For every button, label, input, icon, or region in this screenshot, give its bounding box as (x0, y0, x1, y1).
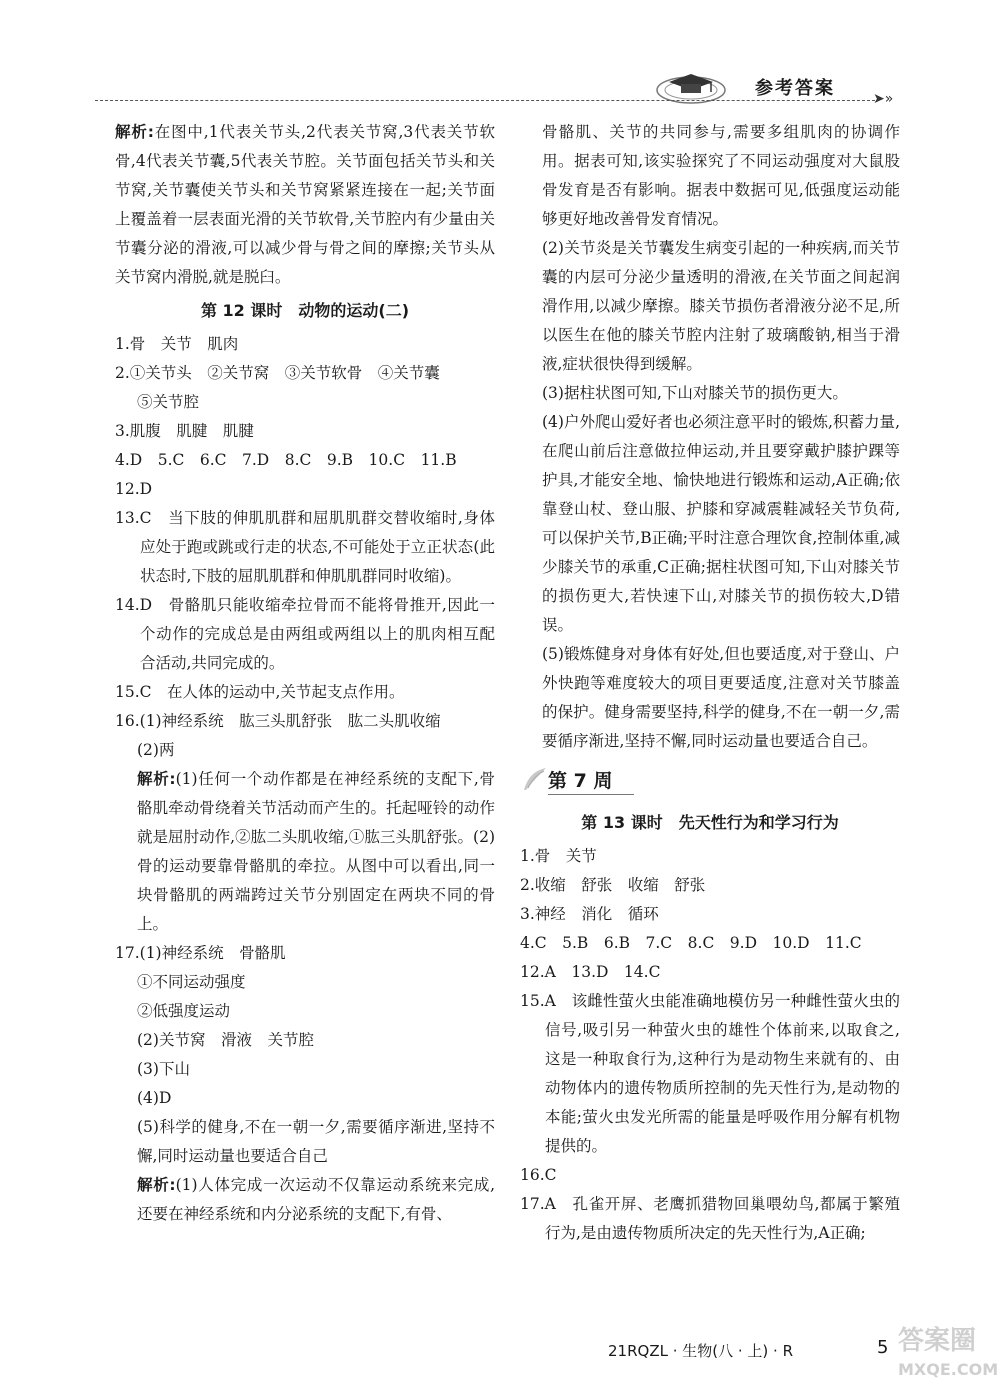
week-title: 第 7 周 (548, 770, 613, 792)
answer-line: 16.(1)神经系统 肱三头肌舒张 肱二头肌收缩 (115, 712, 441, 730)
answer-line: ①不同运动强度 (137, 973, 246, 991)
answer-line: (2)两 (137, 741, 175, 759)
answer-line: 3.神经 消化 循环 (520, 905, 659, 923)
answer-line: (5)锻炼健身对身体有好处,但也要适度,对于登山、户外快跑等难度较大的项目更要适度,注意对关节膝盖的保护。健身需要坚持,科学的健身,不在一朝一夕,需要循序渐进,坚持不懈,同时运动量也要适合自己。 (542, 645, 900, 750)
analysis-paragraph (115, 1171, 495, 1229)
lesson-heading: 第 13 课时 先天性行为和学习行为 (581, 813, 839, 832)
answer-line: 12.A 13.D 14.C (520, 963, 661, 981)
answer-line: (3)下山 (137, 1060, 190, 1078)
answer-line: 1.骨 关节 肌肉 (115, 335, 239, 353)
answer-line: 14.D 骨骼肌只能收缩牵拉骨而不能将骨推开,因此一个动作的完成总是由两组或两组以上的肌肉相互配合活动,共同完成的。 (115, 596, 495, 672)
answer-line: 13.C 当下肢的伸肌肌群和屈肌肌群交替收缩时,身体应处于跑或跳或行走的状态,不可能处于立正状态(此状态时,下肢的屈肌肌群和伸肌肌群同时收缩)。 (115, 509, 495, 585)
answer-line: 3.肌腹 肌腱 肌腱 (115, 422, 254, 440)
left-column (115, 118, 495, 1229)
analysis-label: 解析: (137, 770, 176, 788)
analysis-text: 在图中,1代表关节头,2代表关节窝,3代表关节软骨,4代表关节囊,5代表关节腔。关节面包括关节头和关节窝,关节囊使关节头和关节窝紧紧连接在一起;关节面上覆盖着一层表面光滑的关节软骨,关节腔内有少量由关节囊分泌的滑液,可以减少骨与骨之间的摩擦;关节头从关节窝内滑脱,就是脱臼。 (115, 123, 495, 286)
analysis-paragraph (115, 118, 495, 292)
analysis-text: (1)任何一个动作都是在神经系统的支配下,骨骼肌牵动骨绕着关节活动而产生的。托起哑铃的动作就是屈肘动作,②肱二头肌收缩,①肱三头肌舒张。(2)骨的运动要靠骨骼肌的牵拉。从图中可以看出,同一块骨骼肌的两端跨过关节分别固定在两块不同的骨上。 (137, 770, 495, 933)
analysis-label: 解析: (115, 123, 154, 141)
answer-line: 15.A 该雌性萤火虫能准确地模仿另一种雌性萤火虫的信号,吸引另一种萤火虫的雄性个体前来,以取食之,这是一种取食行为,这种行为是动物生来就有的、由动物体内的遗传物质所控制的先天性行为,是动物的本能;萤火虫发光所需的能量是呼吸作用分解有机物提供的。 (520, 992, 900, 1155)
analysis-label: 解析: (137, 1176, 176, 1194)
right-column (520, 118, 900, 1248)
watermark (898, 1320, 998, 1392)
analysis-text: (1)人体完成一次运动不仅靠运动系统来完成,还要在神经系统和内分泌系统的支配下,有骨、 (137, 1176, 495, 1223)
analysis-paragraph (115, 765, 495, 939)
page-number: 5 (877, 1337, 889, 1358)
answer-line: (2)关节炎是关节囊发生病变引起的一种疾病,而关节囊的内层可分泌少量透明的滑液,在关节面之间起润滑作用,以减少摩擦。膝关节损伤者滑液分泌不足,所以医生在他的膝关节腔内注射了玻璃酸钠,相当于滑液,症状很快得到缓解。 (542, 239, 900, 373)
watermark-url: MXQE.COM (898, 1360, 999, 1379)
answer-line: ⑤关节腔 (137, 393, 200, 411)
answer-line: 17.A 孔雀开屏、老鹰抓猎物回巢喂幼鸟,都属于繁殖行为,是由遗传物质所决定的先天性行为,A正确; (520, 1195, 900, 1242)
answer-line: 4.C 5.B 6.B 7.C 8.C 9.D 10.D 11.C (520, 934, 862, 952)
answer-line: ②低强度运动 (137, 1002, 231, 1020)
answer-line: 16.C (520, 1166, 557, 1184)
answer-line: (5)科学的健身,不在一朝一夕,需要循序渐进,坚持不懈,同时运动量也要适合自己 (137, 1118, 495, 1165)
week-underline (548, 794, 634, 795)
answer-line: (2)关节窝 滑液 关节腔 (137, 1031, 314, 1049)
answer-line: 2.收缩 舒张 收缩 舒张 (520, 876, 706, 894)
answer-line: 骨骼肌、关节的共同参与,需要多组肌肉的协调作用。据表可知,该实验探究了不同运动强度对大鼠股骨发育是否有影响。据表中数据可见,低强度运动能够更好地改善骨发育情况。 (542, 123, 900, 228)
header-title: 参考答案 (755, 78, 835, 99)
answer-line: 4.D 5.C 6.C 7.D 8.C 9.B 10.C 11.B (115, 451, 457, 469)
answer-line: 1.骨 关节 (520, 847, 597, 865)
arrow-right-icon: ➤» (873, 91, 894, 107)
footer-code: 21RQZL · 生物(八 · 上) · R (608, 1342, 793, 1360)
week-heading (520, 758, 900, 802)
graduation-cap-icon (655, 68, 727, 104)
answer-line: 2.①关节头 ②关节窝 ③关节软骨 ④关节囊 (115, 364, 440, 382)
lesson-heading: 第 12 课时 动物的运动(二) (200, 301, 410, 320)
page-header (95, 60, 905, 110)
answer-line: (4)户外爬山爱好者也必须注意平时的锻炼,积蓄力量,在爬山前后注意做拉伸运动,并且要穿戴护膝护踝等护具,才能安全地、愉快地进行锻炼和运动,A正确;依靠登山杖、登山服、护膝和穿减震鞋减轻关节负荷,可以保护关节,B正确;平时注意合理饮食,控制体重,减少膝关节的承重,C正确;据柱状图可知,下山对膝关节的损伤更大,若快速下山,对膝关节的损伤较大,D错误。 (542, 413, 900, 634)
watermark-logo-text: 答案圈 (898, 1326, 977, 1356)
answer-line: 15.C 在人体的运动中,关节起支点作用。 (115, 683, 405, 701)
answer-line: (3)据柱状图可知,下山对膝关节的损伤更大。 (542, 384, 848, 402)
feather-icon (520, 766, 550, 792)
answer-line: 17.(1)神经系统 骨骼肌 (115, 944, 286, 962)
header-divider (95, 100, 875, 101)
answer-line: 12.D (115, 480, 153, 498)
answer-line: (4)D (137, 1089, 172, 1107)
